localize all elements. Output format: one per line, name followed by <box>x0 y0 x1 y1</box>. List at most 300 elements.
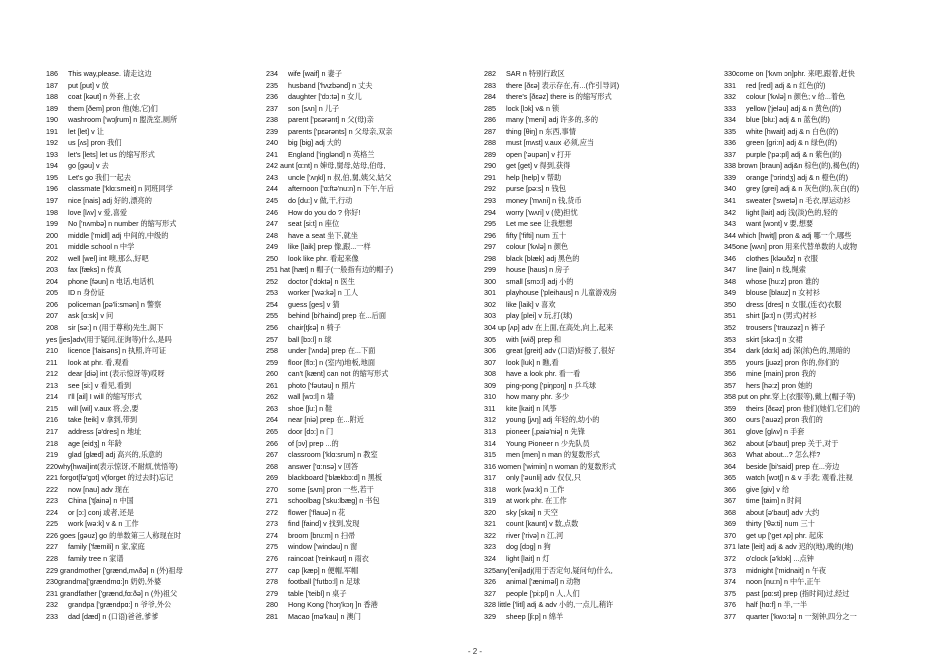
vocab-entry <box>266 172 474 184</box>
entry-text: only ['əunli] adv 仅仅,只 <box>506 473 581 483</box>
vocab-entry <box>484 611 716 623</box>
entry-text: shoe [ʃu:] n 鞋 <box>288 403 333 413</box>
vocab-entry <box>46 484 252 496</box>
entry-number: 280 <box>266 600 278 610</box>
entry-number: 197 <box>46 196 58 206</box>
entry-number: 255 <box>266 311 278 321</box>
entry-text: ball [bɔ:l] n 球 <box>288 334 332 344</box>
entry-text: 338 brown [braun] adj&n 棕色(的),褐色(的) <box>724 161 860 171</box>
vocab-entry <box>266 103 474 115</box>
entry-text: fax [fæks] n 传真 <box>68 265 122 275</box>
vocab-entry <box>46 126 252 138</box>
entry-number: 292 <box>484 184 496 194</box>
vocab-entry <box>46 611 252 623</box>
vocab-entry <box>724 391 944 403</box>
column-1 <box>46 68 252 622</box>
entry-text: sir [sə:] n (用于尊称)先生,阁下 <box>68 323 164 333</box>
entry-number: 193 <box>46 149 58 159</box>
vocab-entry <box>484 461 716 473</box>
vocab-entry <box>46 218 252 230</box>
vocab-entry <box>724 461 944 473</box>
vocab-entry <box>724 207 944 219</box>
entry-text: colour ['kʌlə] n 颜色; v 给...着色 <box>746 92 846 102</box>
entry-text: at work phr. 在工作 <box>506 496 567 506</box>
entry-text: 231 grandfather ['grænd,fɑ:ðə] n (外)祖父 <box>46 588 178 598</box>
vocab-entry <box>484 230 716 242</box>
vocab-entry <box>266 588 474 600</box>
entry-number: 353 <box>724 334 736 344</box>
vocab-entry <box>46 195 252 207</box>
vocab-entry <box>46 391 252 403</box>
entry-text: put [put] v 放 <box>68 80 109 90</box>
entry-number: 372 <box>724 553 736 563</box>
entry-text: kite [kait] n 风筝 <box>506 403 557 413</box>
vocab-entry <box>724 368 944 380</box>
vocab-entry <box>724 195 944 207</box>
entry-number: 263 <box>266 403 278 413</box>
entry-number: 260 <box>266 369 278 379</box>
vocab-entry <box>724 91 944 103</box>
vocab-entry <box>46 507 252 519</box>
entry-text: watch [wɔtʃ] n & v 手表; 观看,注视 <box>746 473 853 483</box>
entry-text: uncle ['ʌŋkl] n 叔,伯,舅,姨父,姑父 <box>288 172 392 182</box>
entry-number: 201 <box>46 242 58 252</box>
entry-text: purse [pə:s] n 钱包 <box>506 184 566 194</box>
vocab-entry <box>266 368 474 380</box>
entry-text: door [dɔ:] n 门 <box>288 426 334 436</box>
vocab-entry <box>484 565 716 577</box>
vocab-entry <box>266 149 474 161</box>
entry-text: This way,please. 请走这边 <box>68 69 152 78</box>
entry-number: 187 <box>46 80 58 90</box>
vocab-entry <box>724 449 944 461</box>
entry-number: 204 <box>46 276 58 286</box>
vocab-entry <box>724 576 944 588</box>
entry-text: now [nau] adv 现在 <box>68 484 130 494</box>
entry-number: 268 <box>266 461 278 471</box>
entry-text: thing [θiŋ] n 东西,事情 <box>506 126 576 136</box>
entry-text: river ['rivə] n 江,河 <box>506 530 564 540</box>
vocab-entry <box>724 565 944 577</box>
vocab-entry <box>724 518 944 530</box>
entry-text: many ['meni] adj 许多的,多的 <box>506 115 599 125</box>
entry-number: 341 <box>724 196 736 206</box>
entry-number: 243 <box>266 172 278 182</box>
entry-number: 305 <box>484 334 496 344</box>
vocab-entry <box>724 495 944 507</box>
vocab-entry <box>724 160 944 172</box>
entry-number: 275 <box>266 542 278 552</box>
entry-number: 335 <box>724 126 736 136</box>
entry-number: 340 <box>724 184 736 194</box>
entry-number: 228 <box>46 553 58 563</box>
entry-text: small [smɔ:l] adj 小的 <box>506 276 574 286</box>
vocab-entry <box>724 218 944 230</box>
entry-number: 363 <box>724 450 736 460</box>
entry-text: work [wə:k] n 工作 <box>506 484 565 494</box>
vocab-entry <box>484 380 716 392</box>
entry-text: get [get] v 得到,获得 <box>506 161 571 171</box>
vocab-entry <box>46 368 252 380</box>
entry-number: 199 <box>46 219 58 229</box>
entry-text: there [ðɛə] 表示存在,有...(作引导词) <box>506 80 620 90</box>
vocab-entry <box>724 68 944 80</box>
vocab-entry <box>724 588 944 600</box>
entry-text: or [ɔ:] conj 或者,还是 <box>68 507 134 517</box>
entry-text: will [wil] v.aux 将,会,要 <box>68 403 139 413</box>
vocab-entry <box>46 426 252 438</box>
vocab-entry <box>484 126 716 138</box>
vocab-entry <box>46 438 252 450</box>
entry-text: seat [si:t] n 座位 <box>288 219 340 229</box>
vocab-entry <box>46 310 252 322</box>
entry-text: doctor ['dɔktə] n 医生 <box>288 276 355 286</box>
entry-text: love [lʌv] v 爱,喜爱 <box>68 207 128 217</box>
entry-number: 281 <box>266 611 278 621</box>
vocab-entry <box>724 553 944 565</box>
vocab-entry <box>484 588 716 600</box>
entry-text: answer ['ɑ:nsə] v 回答 <box>288 461 359 471</box>
entry-text: some [sʌm] pron 一些,若干 <box>288 484 374 494</box>
entry-number: 315 <box>484 450 496 460</box>
vocab-entry <box>724 599 944 611</box>
vocab-entry <box>266 91 474 103</box>
entry-text: table ['teibl] n 桌子 <box>288 588 347 598</box>
entry-number: 238 <box>266 115 278 125</box>
entry-text: skirt [skə:t] n 女裙 <box>746 334 803 344</box>
entry-number: 225 <box>46 519 58 529</box>
entry-number: 373 <box>724 565 736 575</box>
entry-text: yours [juəz] pron 你的,你们的 <box>746 357 840 367</box>
vocab-entry <box>46 91 252 103</box>
entry-text: light [lait] adj 浅(淡)色的,轻的 <box>746 207 838 217</box>
entry-number: 250 <box>266 253 278 263</box>
vocab-entry <box>266 334 474 346</box>
vocab-entry <box>266 126 474 138</box>
vocab-entry <box>484 495 716 507</box>
entry-number: 237 <box>266 103 278 113</box>
entry-number: 301 <box>484 288 496 298</box>
entry-number: 208 <box>46 323 58 333</box>
entry-text: big [big] adj 大的 <box>288 138 342 148</box>
entry-number: 295 <box>484 219 496 229</box>
vocab-entry <box>46 264 252 276</box>
entry-number: 206 <box>46 299 58 309</box>
entry-text: 251 hat [hæt] n 帽子(一般指有边的帽子) <box>266 265 394 275</box>
entry-text: Let's go 我们一起去 <box>68 172 131 182</box>
vocab-entry <box>724 345 944 357</box>
entry-number: 194 <box>46 161 58 171</box>
entry-text: 226 goes [gəuz] go 的单数第三人称现在时 <box>46 530 182 540</box>
entry-text: age [eidʒ] n 年龄 <box>68 438 122 448</box>
entry-number: 326 <box>484 577 496 587</box>
entry-number: 342 <box>724 207 736 217</box>
entry-text: How do you do ? 你好! <box>288 207 361 217</box>
vocab-entry <box>46 253 252 265</box>
entry-number: 259 <box>266 357 278 367</box>
vocab-entry <box>484 172 716 184</box>
entry-number: 288 <box>484 138 496 148</box>
entry-text: wall [wɔ:l] n 墙 <box>288 392 334 402</box>
entry-text: Let me see 让我想想 <box>506 219 573 229</box>
vocab-entry <box>484 414 716 426</box>
entry-number: 203 <box>46 265 58 275</box>
entry-text: there's [ðɛəz] there is 的缩写形式 <box>506 92 612 102</box>
entry-text: floor [flɔ:] n (室内)地板,地面 <box>288 357 376 367</box>
entry-text: daughter ['dɔ:tə] n 女儿 <box>288 92 362 102</box>
entry-number: 337 <box>724 149 736 159</box>
vocab-entry <box>484 103 716 115</box>
entry-number: 186 <box>46 69 58 78</box>
entry-number: 213 <box>46 380 58 390</box>
vocab-entry <box>46 541 252 553</box>
entry-text: find [faind] v 找到,发现 <box>288 519 360 529</box>
entry-text: SAR n 特别行政区 <box>506 69 565 78</box>
vocab-entry <box>724 507 944 519</box>
entry-text: dear [diə] int (表示惊讶等)哎呀 <box>68 369 165 379</box>
vocab-entry <box>724 472 944 484</box>
entry-text: 304 up [ʌp] adv 在上面,在高处,向上,起来 <box>484 323 614 333</box>
entry-text: grey [grei] adj & n 灰色(的),灰白(的) <box>746 184 860 194</box>
entry-number: 362 <box>724 438 736 448</box>
entry-number: 357 <box>724 380 736 390</box>
entry-number: 356 <box>724 369 736 379</box>
entry-number: 189 <box>46 103 58 113</box>
entry-number: 312 <box>484 415 496 425</box>
entry-number: 290 <box>484 161 496 171</box>
entry-text: white [hwait] adj & n 白色(的) <box>746 126 839 136</box>
entry-text: I'll [ail] I will 的缩写形式 <box>68 392 142 402</box>
entry-text: broom [bru:m] n 扫帚 <box>288 530 356 540</box>
entry-number: 191 <box>46 126 58 136</box>
entry-text: guess [ges] v 猜 <box>288 299 340 309</box>
vocab-entry <box>724 426 944 438</box>
entry-text: do [du:] v 做,干,行动 <box>288 196 353 206</box>
vocab-entry <box>724 357 944 369</box>
vocab-entry <box>46 287 252 299</box>
entry-text: mine [main] pron 我的 <box>746 369 816 379</box>
entry-text: light [lait] n 灯 <box>506 553 550 563</box>
entry-text: get up ['get ʌp] phr. 起床 <box>746 530 824 540</box>
vocab-entry <box>46 230 252 242</box>
entry-text: want [wɔnt] v 要,想要 <box>746 219 814 229</box>
entry-number: 347 <box>724 265 736 275</box>
entry-text: like [laik] prep 像,跟...一样 <box>288 242 371 252</box>
entry-text: grandpa ['grændpɑ:] n 爷爷,外公 <box>68 600 172 610</box>
entry-number: 354 <box>724 346 736 356</box>
vocab-entry <box>484 530 716 542</box>
entry-number: 293 <box>484 196 496 206</box>
vocab-entry <box>724 276 944 288</box>
entry-text: 328 little ['litl] adj & adv 小的,一点儿,稍许 <box>484 600 614 610</box>
vocab-entry <box>484 576 716 588</box>
vocab-entry <box>484 310 716 322</box>
entry-number: 234 <box>266 69 278 78</box>
vocab-entry <box>266 380 474 392</box>
entry-text: dog [dɔg] n 狗 <box>506 542 551 552</box>
vocab-entry <box>46 345 252 357</box>
entry-text: ask [ɑ:sk] v 问 <box>68 311 114 321</box>
vocab-entry <box>266 322 474 334</box>
entry-number: 308 <box>484 369 496 379</box>
entry-text: see [si:] v 看见,看到 <box>68 380 132 390</box>
entry-number: 332 <box>724 92 736 102</box>
entry-number: 296 <box>484 230 496 240</box>
vocab-entry <box>46 576 252 588</box>
entry-text: midnight ['midnait] n 午夜 <box>746 565 827 575</box>
vocab-entry <box>46 68 252 80</box>
entry-text: playhouse ['pleihaus] n 儿童游戏房 <box>506 288 617 298</box>
entry-number: 215 <box>46 403 58 413</box>
vocab-entry <box>724 541 944 553</box>
entry-number: 245 <box>266 196 278 206</box>
entry-text: yes [jes]adv(用于疑问,征询等)什么,是吗 <box>46 334 172 344</box>
entry-text: sheep [ʃi:p] n 绵羊 <box>506 611 564 621</box>
entry-text: near [niə] prep 在...附近 <box>288 415 364 425</box>
entry-text: black [blæk] adj 黑色的 <box>506 253 580 263</box>
entry-number: 366 <box>724 484 736 494</box>
vocab-entry <box>484 518 716 530</box>
vocab-entry <box>46 172 252 184</box>
entry-number: 287 <box>484 126 496 136</box>
entry-number: 232 <box>46 600 58 610</box>
vocab-entry <box>266 449 474 461</box>
vocab-entry <box>266 391 474 403</box>
entry-number: 188 <box>46 92 58 102</box>
entry-number: 376 <box>724 600 736 610</box>
vocab-entry <box>484 114 716 126</box>
entry-number: 227 <box>46 542 58 552</box>
entry-number: 334 <box>724 115 736 125</box>
entry-text: What about...? 怎么样? <box>746 450 821 460</box>
entry-number: 202 <box>46 253 58 263</box>
entry-number: 233 <box>46 611 58 621</box>
entry-number: 276 <box>266 553 278 563</box>
entry-number: 236 <box>266 92 278 102</box>
entry-number: 367 <box>724 496 736 506</box>
entry-text: football ['futbɔ:l] n 足球 <box>288 577 361 587</box>
entry-number: 286 <box>484 115 496 125</box>
vocab-entry <box>484 426 716 438</box>
vocab-entry <box>484 472 716 484</box>
entry-number: 254 <box>266 299 278 309</box>
entry-text: behind [bi'haind] prep 在...后面 <box>288 311 387 321</box>
entry-number: 267 <box>266 450 278 460</box>
vocab-entry <box>484 241 716 253</box>
entry-number: 364 <box>724 461 736 471</box>
vocab-entry <box>46 472 252 484</box>
entry-text: 325any['eni]adj(用于否定句,疑问句)什么, <box>484 565 613 575</box>
entry-text: clothes [kləuðz] n 衣服 <box>746 253 818 263</box>
page-number: - 2 - <box>467 647 483 656</box>
entry-text: 229 grandmother ['grænd,mʌðə] n (外)祖母 <box>46 565 183 575</box>
vocab-entry <box>484 207 716 219</box>
vocab-entry <box>484 253 716 265</box>
entry-text: work [wə:k] v & n 工作 <box>68 519 139 529</box>
column-4 <box>724 68 944 622</box>
entry-number: 333 <box>724 103 736 113</box>
entry-number: 192 <box>46 138 58 148</box>
vocab-entry <box>46 380 252 392</box>
entry-number: 359 <box>724 403 736 413</box>
entry-number: 190 <box>46 115 58 125</box>
entry-number: 216 <box>46 415 58 425</box>
vocab-entry <box>46 495 252 507</box>
entry-text: noon [nu:n] n 中午,正午 <box>746 577 821 587</box>
entry-text: people ['pi:pl] n 人,人们 <box>506 588 580 598</box>
vocab-entry <box>46 518 252 530</box>
vocab-entry <box>724 310 944 322</box>
entry-number: 331 <box>724 80 736 90</box>
entry-number: 195 <box>46 172 58 182</box>
entry-text: help [help] v 帮助 <box>506 172 562 182</box>
vocab-entry <box>46 276 252 288</box>
entry-text: look at phr. 看,观看 <box>68 357 129 367</box>
entry-text: 344 which [hwitʃ] pron & adj 哪一个,哪些 <box>724 230 852 240</box>
vocab-entry <box>266 276 474 288</box>
entry-number: 211 <box>46 357 58 367</box>
vocab-entry <box>266 495 474 507</box>
entry-number: 324 <box>484 553 496 563</box>
entry-text: ours ['auəz] pron 我们的 <box>746 415 823 425</box>
entry-text: pioneer [,paiə'niə] n 先锋 <box>506 426 585 436</box>
entry-text: animal ['æniməl] n 动物 <box>506 577 581 587</box>
vocab-entry <box>724 172 944 184</box>
entry-text: photo ['fəutəu] n 照片 <box>288 380 356 390</box>
vocab-entry <box>484 149 716 161</box>
entry-text: past [pɑ:st] prep (指时间)过,经过 <box>746 588 850 598</box>
entry-text: line [lain] n 线,绳索 <box>746 265 806 275</box>
vocab-entry <box>266 403 474 415</box>
vocab-entry <box>266 484 474 496</box>
entry-number: 214 <box>46 392 58 402</box>
entry-text: cap [kæp] n 便帽,军帽 <box>288 565 359 575</box>
vocab-entry <box>724 241 944 253</box>
vocab-entry <box>266 218 474 230</box>
vocab-entry <box>724 287 944 299</box>
entry-number: 321 <box>484 519 496 529</box>
vocab-entry <box>46 160 252 172</box>
vocab-entry <box>266 345 474 357</box>
entry-text: ID n 身份证 <box>68 288 105 298</box>
entry-text: glad [glæd] adj 高兴的,乐意的 <box>68 450 163 460</box>
entry-text: take [teik] v 拿到,带到 <box>68 415 138 425</box>
entry-number: 196 <box>46 184 58 194</box>
entry-number: 249 <box>266 242 278 252</box>
entry-text: blue [blu:] adj & n 蓝色(的) <box>746 115 830 125</box>
column-2 <box>266 68 474 622</box>
entry-number: 283 <box>484 80 496 90</box>
entry-text: 345one [wʌn] pron 用来代替单数的人或物 <box>724 242 858 252</box>
vocab-entry <box>724 322 944 334</box>
vocab-entry <box>724 611 944 623</box>
vocab-entry <box>266 195 474 207</box>
entry-number: 320 <box>484 507 496 517</box>
vocab-entry <box>724 530 944 542</box>
vocab-entry <box>484 357 716 369</box>
vocab-entry <box>266 68 474 80</box>
vocab-entry <box>46 183 252 195</box>
entry-text: washroom ['wɔʃrum] n 盥洗室,厕所 <box>68 115 178 125</box>
entry-number: 299 <box>484 265 496 275</box>
vocab-entry <box>46 207 252 219</box>
vocab-entry <box>266 310 474 322</box>
entry-number: 322 <box>484 530 496 540</box>
entry-number: 217 <box>46 426 58 436</box>
vocab-entry <box>266 438 474 450</box>
entry-text: open ['əupən] v 打开 <box>506 149 572 159</box>
entry-number: 343 <box>724 219 736 229</box>
